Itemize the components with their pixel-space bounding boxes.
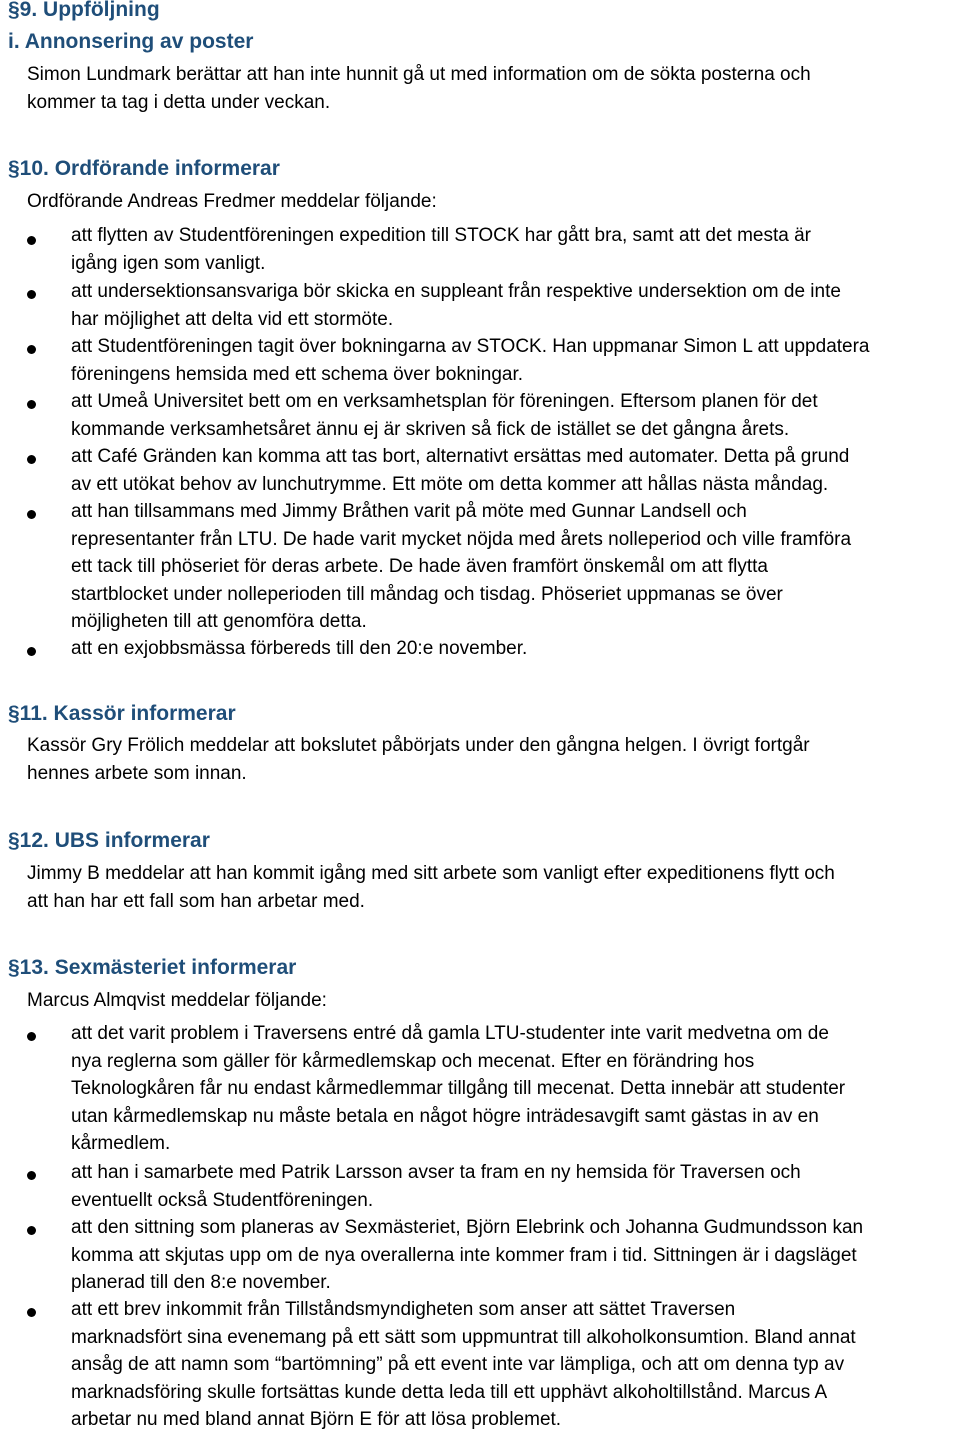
bullet-dot-icon	[27, 290, 36, 299]
list-item-text: att flytten av Studentföreningen expedition till STOCK har gått bra, samt att det mesta är igång igen som vanligt.	[71, 225, 811, 274]
bullet-dot-icon	[27, 455, 36, 464]
section-9-heading: §9. Uppföljning	[8, 0, 160, 21]
bullet-dot-icon	[27, 1171, 36, 1180]
section-12-text: Jimmy B meddelar att han kommit igång med sitt arbete som vanligt efter expeditionens flytt och att han har ett fall som han arbetar med.	[27, 863, 835, 912]
section-10-heading: §10. Ordförande informerar	[8, 157, 280, 180]
list-item-text: att han tillsammans med Jimmy Bråthen varit på möte med Gunnar Landsell och representanter från LTU. De hade varit mycket nöjda med årets nolleperiod och ville framföra ett tack till phöseriet för deras arbete. De hade även framfört önskemål om att flytta startblocket under nolleperioden till måndag och tisdag. Phöseriet uppmanas se över möjligheten till att genomföra detta.	[71, 501, 852, 632]
bullet-dot-icon	[27, 1226, 36, 1235]
list-item-text: att Café Gränden kan komma att tas bort, alternativt ersättas med automater. Detta på grund av ett utökat behov av lunchutrymme. Ett möte om detta kommer att hållas nästa måndag.	[71, 446, 850, 495]
section-9-sub-heading: i. Annonsering av poster	[8, 30, 254, 53]
list-item-text: att en exjobbsmässa förbereds till den 20:e november.	[71, 638, 528, 659]
bullet-dot-icon	[27, 400, 36, 409]
section-13-intro: Marcus Almqvist meddelar följande:	[27, 990, 327, 1011]
section-11-heading: §11. Kassör informerar	[8, 702, 236, 725]
list-item-text: att han i samarbete med Patrik Larsson avser ta fram en ny hemsida för Traversen och eventuellt också Studentföreningen.	[71, 1162, 801, 1211]
list-item-text: att Studentföreningen tagit över bokningarna av STOCK. Han uppmanar Simon L att uppdatera föreningens hemsida med ett schema över bokningar.	[71, 336, 870, 385]
section-9-sub-text: Simon Lundmark berättar att han inte hunnit gå ut med information om de sökta posterna och kommer ta tag i detta under veckan.	[27, 64, 811, 113]
list-item-text: att Umeå Universitet bett om en verksamhetsplan för föreningen. Eftersom planen för det kommande verksamhetsåret ännu ej är skriven så fick de istället se det gångna årets.	[71, 391, 818, 440]
section-10-intro: Ordförande Andreas Fredmer meddelar följande:	[27, 191, 437, 212]
bullet-dot-icon	[27, 1308, 36, 1317]
section-12-heading: §12. UBS informerar	[8, 829, 210, 852]
list-item-text: att den sittning som planeras av Sexmästeriet, Björn Elebrink och Johanna Gudmundsson kan komma att skjutas upp om de nya overallerna inte kommer fram i tid. Sittningen är i dagsläget planerad till den 8:e november.	[71, 1217, 864, 1293]
bullet-dot-icon	[27, 1032, 36, 1041]
list-item-text: att undersektionsansvariga bör skicka en suppleant från respektive undersektion om de inte har möjlighet att delta vid ett stormöte.	[71, 281, 841, 330]
bullet-dot-icon	[27, 510, 36, 519]
bullet-dot-icon	[27, 345, 36, 354]
section-11-text: Kassör Gry Frölich meddelar att bokslutet påbörjats under den gångna helgen. I övrigt fortgår hennes arbete som innan.	[27, 735, 810, 784]
list-item-text: att det varit problem i Traversens entré då gamla LTU-studenter inte varit medvetna om de nya reglerna som gäller för kårmedlemskap och mecenat. Efter en förändring hos Teknologkåren får nu endast kårmedlemmar tillgång till mecenat. Detta innebär att studenter utan kårmedlemskap nu måste betala en något högre inträdesavgift samt gästas in av en kårmedlem.	[71, 1023, 846, 1154]
bullet-dot-icon	[27, 236, 36, 245]
list-item-text: att ett brev inkommit från Tillståndsmyndigheten som anser att sättet Traversen marknadsfört sina evenemang på ett sätt som uppmuntrat till alkoholkonsumtion. Bland annat ansåg de att namn som “bartömning” på ett event inte var lämpliga, och att om denna typ av marknadsföring skulle fortsättas kunde detta leda till ett upphävt alkoholtillstånd. Marcus A arbetar nu med bland annat Björn E för att lösa problemet.	[71, 1299, 856, 1430]
bullet-dot-icon	[27, 647, 36, 656]
section-13-heading: §13. Sexmästeriet informerar	[8, 956, 297, 979]
